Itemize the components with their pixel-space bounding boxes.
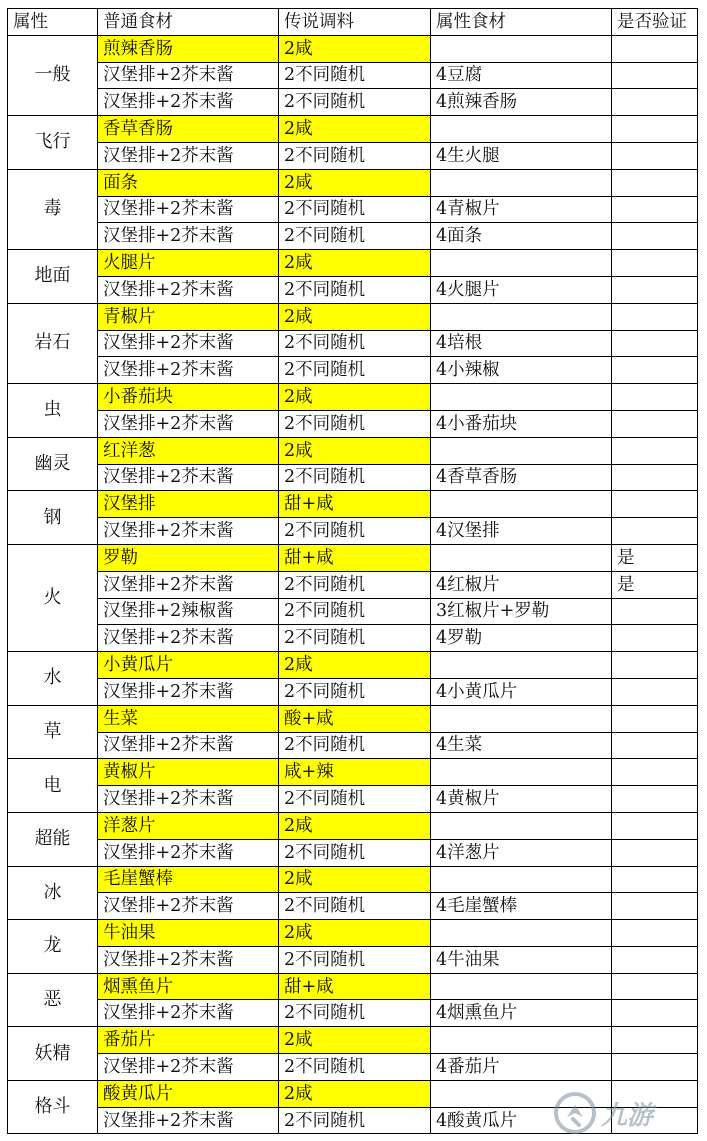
verified-cell: [612, 678, 698, 705]
attr-cell: [431, 1027, 612, 1054]
normal-cell: 罗勒: [98, 544, 279, 571]
verified-cell: [612, 705, 698, 732]
table-row: [8, 1027, 698, 1054]
verified-cell: [612, 384, 698, 411]
verified-cell: [612, 330, 698, 357]
normal-cell: 汉堡排+2芥末酱: [98, 223, 279, 250]
normal-cell: 红洋葱: [98, 437, 279, 464]
table-row: [8, 625, 698, 652]
table-row: [8, 89, 698, 116]
seasoning-cell: 2咸: [279, 169, 431, 196]
seasoning-cell: 2不同随机: [279, 142, 431, 169]
category-cell: 飞行: [8, 116, 98, 170]
attr-cell: 4生火腿: [431, 142, 612, 169]
normal-cell: 小番茄块: [98, 384, 279, 411]
seasoning-cell: 2不同随机: [279, 598, 431, 625]
seasoning-cell: 2不同随机: [279, 571, 431, 598]
table-row: [8, 759, 698, 786]
seasoning-cell: 2不同随机: [279, 1054, 431, 1081]
jiuyou-logo-icon: [553, 1091, 597, 1135]
normal-cell: 汉堡排+2芥末酱: [98, 946, 279, 973]
attr-cell: 4汉堡排: [431, 518, 612, 545]
attr-cell: 4黄椒片: [431, 786, 612, 813]
attr-cell: [431, 866, 612, 893]
attr-cell: 4罗勒: [431, 625, 612, 652]
table-row: [8, 464, 698, 491]
verified-cell: [612, 491, 698, 518]
table-row: [8, 598, 698, 625]
table-row: [8, 652, 698, 679]
header-row: [8, 9, 698, 36]
attr-cell: [431, 250, 612, 277]
category-cell: 一般: [8, 35, 98, 115]
category-cell: 地面: [8, 250, 98, 304]
table-row: [8, 946, 698, 973]
attr-cell: 4青椒片: [431, 196, 612, 223]
seasoning-cell: 2不同随机: [279, 893, 431, 920]
verified-cell: [612, 464, 698, 491]
category-cell: 超能: [8, 812, 98, 866]
seasoning-cell: 甜+咸: [279, 973, 431, 1000]
table-row: [8, 330, 698, 357]
verified-cell: [612, 35, 698, 62]
seasoning-cell: 2不同随机: [279, 1000, 431, 1027]
category-cell: 草: [8, 705, 98, 759]
seasoning-cell: 2咸: [279, 652, 431, 679]
normal-cell: 汉堡排+2芥末酱: [98, 571, 279, 598]
normal-cell: 汉堡排+2芥末酱: [98, 1000, 279, 1027]
attr-cell: 4小黄瓜片: [431, 678, 612, 705]
category-cell: 幽灵: [8, 437, 98, 491]
normal-cell: 汉堡排+2芥末酱: [98, 276, 279, 303]
seasoning-cell: 甜+咸: [279, 491, 431, 518]
watermark: [553, 1089, 703, 1137]
table-row: [8, 920, 698, 947]
category-cell: 毒: [8, 169, 98, 249]
category-cell: 水: [8, 652, 98, 706]
attr-cell: 4小番茄块: [431, 410, 612, 437]
attr-cell: [431, 652, 612, 679]
seasoning-cell: 2不同随机: [279, 89, 431, 116]
category-cell: 格斗: [8, 1080, 98, 1134]
attr-cell: 4牛油果: [431, 946, 612, 973]
seasoning-cell: 2咸: [279, 384, 431, 411]
header-attr: 属性食材: [431, 9, 612, 36]
verified-cell: [612, 973, 698, 1000]
verified-cell: [612, 223, 698, 250]
attr-cell: 4煎辣香肠: [431, 89, 612, 116]
table-row: [8, 571, 698, 598]
attr-cell: [431, 169, 612, 196]
seasoning-cell: 2不同随机: [279, 678, 431, 705]
attr-cell: [431, 544, 612, 571]
normal-cell: 烟熏鱼片: [98, 973, 279, 1000]
seasoning-cell: 2不同随机: [279, 839, 431, 866]
seasoning-cell: 2不同随机: [279, 786, 431, 813]
attr-cell: 4番茄片: [431, 1054, 612, 1081]
seasoning-cell: 2不同随机: [279, 276, 431, 303]
table-row: [8, 973, 698, 1000]
seasoning-cell: 2不同随机: [279, 223, 431, 250]
category-cell: 岩石: [8, 303, 98, 383]
table-row: [8, 732, 698, 759]
normal-cell: 汉堡排+2芥末酱: [98, 196, 279, 223]
table-row: [8, 357, 698, 384]
normal-cell: 汉堡排+2芥末酱: [98, 142, 279, 169]
verified-cell: [612, 437, 698, 464]
attr-cell: 4洋葱片: [431, 839, 612, 866]
attr-cell: [431, 491, 612, 518]
normal-cell: 汉堡排+2芥末酱: [98, 357, 279, 384]
attr-cell: [431, 35, 612, 62]
category-cell: 龙: [8, 920, 98, 974]
attr-cell: 4红椒片: [431, 571, 612, 598]
table-row: [8, 196, 698, 223]
normal-cell: 香草香肠: [98, 116, 279, 143]
normal-cell: 汉堡排+2芥末酱: [98, 62, 279, 89]
normal-cell: 洋葱片: [98, 812, 279, 839]
table-row: [8, 384, 698, 411]
normal-cell: 小黄瓜片: [98, 652, 279, 679]
normal-cell: 汉堡排+2芥末酱: [98, 839, 279, 866]
table-row: [8, 62, 698, 89]
recipe-table: [7, 8, 698, 1134]
normal-cell: 毛崖蟹棒: [98, 866, 279, 893]
verified-cell: [612, 598, 698, 625]
header-normal: 普通食材: [98, 9, 279, 36]
seasoning-cell: 2咸: [279, 920, 431, 947]
table-row: [8, 276, 698, 303]
verified-cell: [612, 812, 698, 839]
normal-cell: 生菜: [98, 705, 279, 732]
watermark-text: 九游: [601, 1100, 654, 1131]
verified-cell: [612, 1000, 698, 1027]
seasoning-cell: 2不同随机: [279, 518, 431, 545]
table-row: [8, 518, 698, 545]
header-cat: 属性: [8, 9, 98, 36]
seasoning-cell: 2不同随机: [279, 1107, 431, 1134]
attr-cell: [431, 920, 612, 947]
seasoning-cell: 2不同随机: [279, 196, 431, 223]
normal-cell: 牛油果: [98, 920, 279, 947]
category-cell: 冰: [8, 866, 98, 920]
normal-cell: 汉堡排+2芥末酱: [98, 464, 279, 491]
table-row: [8, 544, 698, 571]
verified-cell: [612, 250, 698, 277]
verified-cell: [612, 62, 698, 89]
attr-cell: 4火腿片: [431, 276, 612, 303]
verified-cell: [612, 1054, 698, 1081]
verified-cell: [612, 142, 698, 169]
seasoning-cell: 2咸: [279, 116, 431, 143]
table-row: [8, 223, 698, 250]
attr-cell: 4豆腐: [431, 62, 612, 89]
verified-cell: [612, 652, 698, 679]
normal-cell: 汉堡排+2辣椒酱: [98, 598, 279, 625]
table-row: [8, 142, 698, 169]
verified-cell: [612, 276, 698, 303]
table-row: [8, 410, 698, 437]
seasoning-cell: 2不同随机: [279, 357, 431, 384]
verified-cell: [612, 839, 698, 866]
seasoning-cell: 甜+咸: [279, 544, 431, 571]
verified-cell: [612, 759, 698, 786]
verified-cell: [612, 518, 698, 545]
verified-cell: [612, 732, 698, 759]
normal-cell: 酸黄瓜片: [98, 1080, 279, 1107]
table-row: [8, 169, 698, 196]
verified-cell: [612, 116, 698, 143]
attr-cell: 3红椒片+罗勒: [431, 598, 612, 625]
verified-cell: [612, 169, 698, 196]
attr-cell: [431, 759, 612, 786]
verified-cell: [612, 946, 698, 973]
verified-cell: [612, 893, 698, 920]
header-seasoning: 传说调料: [279, 9, 431, 36]
attr-cell: 4毛崖蟹棒: [431, 893, 612, 920]
attr-cell: [431, 437, 612, 464]
attr-cell: [431, 116, 612, 143]
normal-cell: 煎辣香肠: [98, 35, 279, 62]
table-row: [8, 893, 698, 920]
normal-cell: 汉堡排+2芥末酱: [98, 678, 279, 705]
verified-cell: [612, 920, 698, 947]
normal-cell: 火腿片: [98, 250, 279, 277]
normal-cell: 黄椒片: [98, 759, 279, 786]
normal-cell: 汉堡排+2芥末酱: [98, 89, 279, 116]
verified-cell: [612, 786, 698, 813]
verified-cell: [612, 1027, 698, 1054]
attr-cell: [431, 812, 612, 839]
attr-cell: 4生菜: [431, 732, 612, 759]
category-cell: 钢: [8, 491, 98, 545]
attr-cell: 4酸黄瓜片: [431, 1107, 612, 1134]
category-cell: 恶: [8, 973, 98, 1027]
seasoning-cell: 2不同随机: [279, 732, 431, 759]
table-row: [8, 116, 698, 143]
verified-cell: [612, 410, 698, 437]
normal-cell: 汉堡排+2芥末酱: [98, 1054, 279, 1081]
table-row: [8, 812, 698, 839]
verified-cell: [612, 196, 698, 223]
table-row: [8, 491, 698, 518]
table-row: [8, 1054, 698, 1081]
normal-cell: 汉堡排: [98, 491, 279, 518]
table-row: [8, 866, 698, 893]
seasoning-cell: 2咸: [279, 866, 431, 893]
normal-cell: 汉堡排+2芥末酱: [98, 893, 279, 920]
normal-cell: 青椒片: [98, 303, 279, 330]
seasoning-cell: 2咸: [279, 35, 431, 62]
seasoning-cell: 咸+辣: [279, 759, 431, 786]
seasoning-cell: 2不同随机: [279, 410, 431, 437]
category-cell: 妖精: [8, 1027, 98, 1081]
verified-cell: [612, 303, 698, 330]
normal-cell: 汉堡排+2芥末酱: [98, 1107, 279, 1134]
seasoning-cell: 2咸: [279, 812, 431, 839]
verified-cell: [612, 89, 698, 116]
verified-cell: 是: [612, 544, 698, 571]
seasoning-cell: 2不同随机: [279, 464, 431, 491]
normal-cell: 番茄片: [98, 1027, 279, 1054]
header-verified: 是否验证: [612, 9, 698, 36]
seasoning-cell: 2咸: [279, 1080, 431, 1107]
seasoning-cell: 2不同随机: [279, 625, 431, 652]
normal-cell: 面条: [98, 169, 279, 196]
verified-cell: [612, 625, 698, 652]
attr-cell: 4香草香肠: [431, 464, 612, 491]
seasoning-cell: 2咸: [279, 250, 431, 277]
table-row: [8, 705, 698, 732]
attr-cell: [431, 973, 612, 1000]
attr-cell: [431, 705, 612, 732]
category-cell: 电: [8, 759, 98, 813]
normal-cell: 汉堡排+2芥末酱: [98, 518, 279, 545]
normal-cell: 汉堡排+2芥末酱: [98, 330, 279, 357]
table-row: [8, 437, 698, 464]
table-row: [8, 303, 698, 330]
normal-cell: 汉堡排+2芥末酱: [98, 786, 279, 813]
normal-cell: 汉堡排+2芥末酱: [98, 732, 279, 759]
seasoning-cell: 2不同随机: [279, 330, 431, 357]
attr-cell: 4培根: [431, 330, 612, 357]
attr-cell: 4小辣椒: [431, 357, 612, 384]
seasoning-cell: 2咸: [279, 1027, 431, 1054]
recipe-table-body: [8, 9, 698, 1134]
category-cell: 火: [8, 544, 98, 651]
verified-cell: 是: [612, 571, 698, 598]
seasoning-cell: 酸+咸: [279, 705, 431, 732]
seasoning-cell: 2咸: [279, 437, 431, 464]
seasoning-cell: 2咸: [279, 303, 431, 330]
table-row: [8, 1000, 698, 1027]
table-row: [8, 35, 698, 62]
normal-cell: 汉堡排+2芥末酱: [98, 625, 279, 652]
attr-cell: 4烟熏鱼片: [431, 1000, 612, 1027]
attr-cell: 4面条: [431, 223, 612, 250]
seasoning-cell: 2不同随机: [279, 62, 431, 89]
verified-cell: [612, 866, 698, 893]
attr-cell: [431, 303, 612, 330]
verified-cell: [612, 357, 698, 384]
seasoning-cell: 2不同随机: [279, 946, 431, 973]
attr-cell: [431, 384, 612, 411]
table-row: [8, 839, 698, 866]
table-row: [8, 250, 698, 277]
table-row: [8, 786, 698, 813]
normal-cell: 汉堡排+2芥末酱: [98, 410, 279, 437]
table-row: [8, 678, 698, 705]
category-cell: 虫: [8, 384, 98, 438]
